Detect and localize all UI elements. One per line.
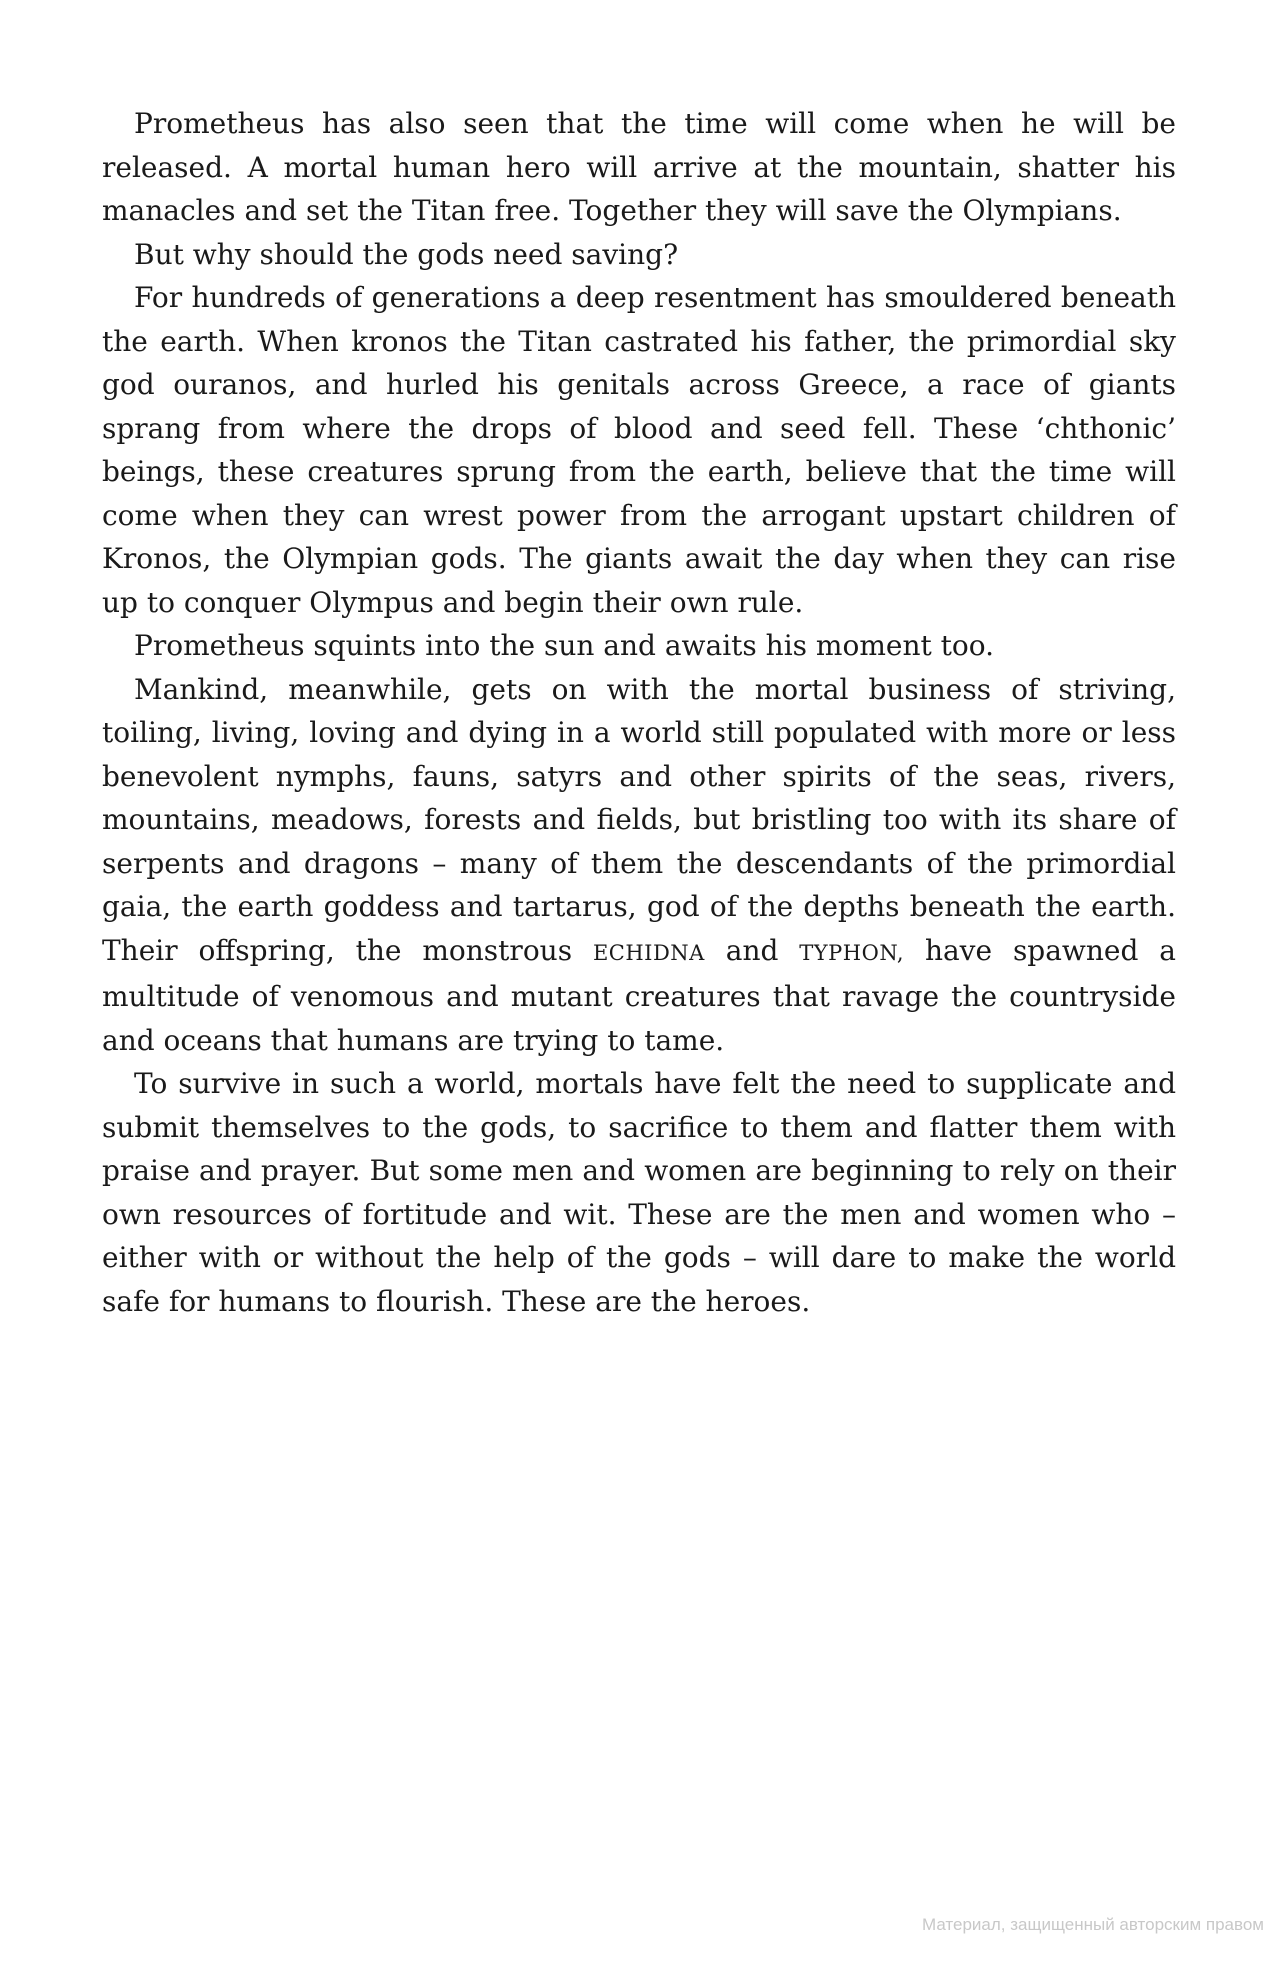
paragraph-5-text-b: and xyxy=(725,933,779,967)
small-caps-name-typhon: TYPHON, xyxy=(799,940,905,965)
paragraph-5-text-c: have spawned a multitude of venomous and mutant creatures that ravage the countryside and oceans that humans are trying to tame. xyxy=(102,933,1176,1057)
paragraph-1: Prometheus has also seen that the time will come when he will be released. A mortal human hero will arrive at the mountain, shatter his manacles and set the Titan free. Together they will save the Olympians. xyxy=(102,107,1176,227)
paragraph-5-text-a: Mankind, meanwhile, gets on with the mortal business of striving, toiling, living, loving and dying in a world still populated with more or less benevolent nymphs, fauns, satyrs and other spirits of the seas, rivers, mountains, meadows, forests and fields, but bristling too with its share of serpents and dragons – many of them the descendants of the primordial gaia, the earth goddess and tartarus, god of the depths beneath the earth. Their offspring, the monstrous xyxy=(102,672,1176,967)
copyright-watermark: Материал, защищенный авторским правом xyxy=(921,1915,1264,1934)
paragraph-3: For hundreds of generations a deep resentment has smouldered beneath the earth. When kronos the Titan castrated his father, the primordial sky god ouranos, and hurled his genitals across Greece, a race of giants sprang from where the drops of blood and seed fell. These ‘chthonic’ beings, these creatures sprung from the earth, believe that the time will come when they can wrest power from the arrogant upstart children of Kronos, the Olympian gods. The giants await the day when they can rise up to conquer Olympus and begin their own rule. xyxy=(102,281,1176,619)
paragraph-4: Prometheus squints into the sun and awaits his moment too. xyxy=(134,629,995,662)
paragraph-2: But why should the gods need saving? xyxy=(134,237,679,271)
page-body xyxy=(102,102,1176,1323)
small-caps-name-echidna: ECHIDNA xyxy=(592,940,705,965)
paragraph-6: To survive in such a world, mortals have felt the need to supplicate and submit themselves to the gods, to sacrifice to them and flatter them with praise and prayer. But some men and women are beginning to rely on their own resources of fortitude and wit. These are the men and women who – either with or without the help of the gods – will dare to make the world safe for humans to flourish. These are the heroes. xyxy=(102,1067,1176,1318)
paragraph-5 xyxy=(102,668,1176,1063)
